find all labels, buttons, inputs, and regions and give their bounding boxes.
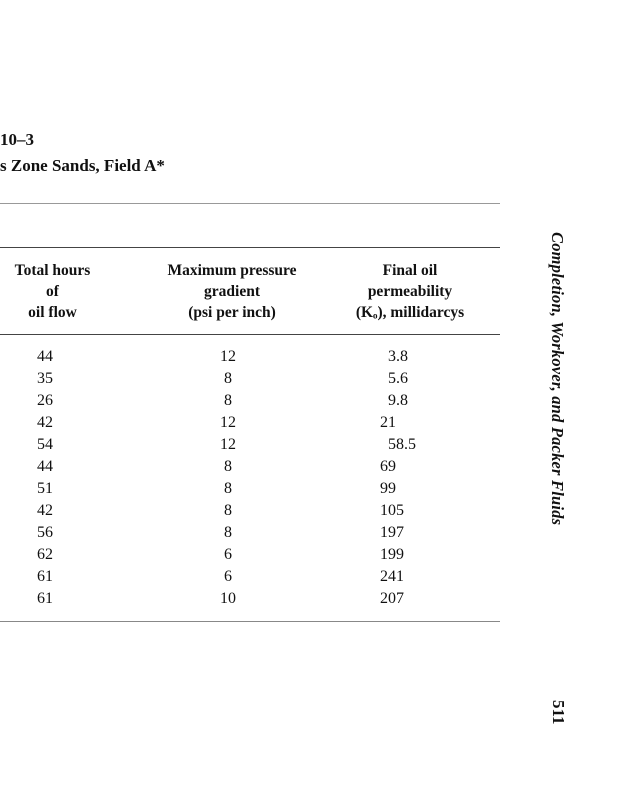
- cell-pressure-gradient: 8: [224, 480, 232, 497]
- cell-total-hours: 62: [37, 546, 53, 563]
- header-max-pressure-gradient: Maximum pressure gradient (psi per inch): [167, 262, 297, 321]
- cell-total-hours: 42: [37, 414, 53, 431]
- cell-permeability: 105: [380, 502, 404, 519]
- cell-total-hours: 44: [37, 458, 53, 475]
- cell-total-hours: 56: [37, 524, 53, 541]
- header-top-rule: [0, 247, 500, 248]
- cell-total-hours: 61: [37, 568, 53, 585]
- cell-permeability: 58.5: [388, 436, 416, 453]
- cell-total-hours: 26: [37, 392, 53, 409]
- cell-permeability: 3.8: [388, 348, 408, 365]
- cell-pressure-gradient: 8: [224, 524, 232, 541]
- table-row: [0, 588, 500, 610]
- cell-pressure-gradient: 8: [224, 458, 232, 475]
- cell-total-hours: 44: [37, 348, 53, 365]
- cell-pressure-gradient: 10: [220, 590, 236, 607]
- cell-pressure-gradient: 8: [224, 392, 232, 409]
- table-row: [0, 390, 500, 412]
- running-head: Completion, Workover, and Packer Fluids: [548, 232, 567, 526]
- cell-pressure-gradient: 8: [224, 370, 232, 387]
- table-number: 10–3: [0, 130, 34, 149]
- table-body: [0, 346, 500, 610]
- table-row: [0, 434, 500, 456]
- cell-pressure-gradient: 6: [224, 546, 232, 563]
- cell-total-hours: 61: [37, 590, 53, 607]
- cell-pressure-gradient: 8: [224, 502, 232, 519]
- table-row: [0, 412, 500, 434]
- table-top-rule: [0, 203, 500, 204]
- cell-pressure-gradient: 12: [220, 414, 236, 431]
- table-row: [0, 346, 500, 368]
- table-row: [0, 544, 500, 566]
- table-caption: [0, 128, 165, 178]
- header-total-hours: Total hours of oil flow: [14, 262, 91, 321]
- table-row: [0, 566, 500, 588]
- table-row: [0, 522, 500, 544]
- table-row: [0, 500, 500, 522]
- page-number: 511: [549, 700, 568, 725]
- table-bottom-rule: [0, 621, 500, 622]
- cell-permeability: 99: [380, 480, 396, 497]
- table-row: [0, 368, 500, 390]
- cell-permeability: 21: [380, 414, 396, 431]
- table-title: s Zone Sands, Field A*: [0, 156, 165, 175]
- cell-pressure-gradient: 12: [220, 436, 236, 453]
- cell-permeability: 197: [380, 524, 404, 541]
- cell-total-hours: 51: [37, 480, 53, 497]
- cell-pressure-gradient: 12: [220, 348, 236, 365]
- cell-permeability: 199: [380, 546, 404, 563]
- cell-permeability: 69: [380, 458, 396, 475]
- cell-permeability: 207: [380, 590, 404, 607]
- cell-total-hours: 42: [37, 502, 53, 519]
- cell-permeability: 5.6: [388, 370, 408, 387]
- cell-permeability: 9.8: [388, 392, 408, 409]
- header-final-oil-permeability: Final oil permeability (Kₒ), millidarcys: [355, 262, 465, 321]
- header-bottom-rule: [0, 334, 500, 335]
- cell-pressure-gradient: 6: [224, 568, 232, 585]
- cell-permeability: 241: [380, 568, 404, 585]
- cell-total-hours: 54: [37, 436, 53, 453]
- table-row: [0, 456, 500, 478]
- cell-total-hours: 35: [37, 370, 53, 387]
- table-row: [0, 478, 500, 500]
